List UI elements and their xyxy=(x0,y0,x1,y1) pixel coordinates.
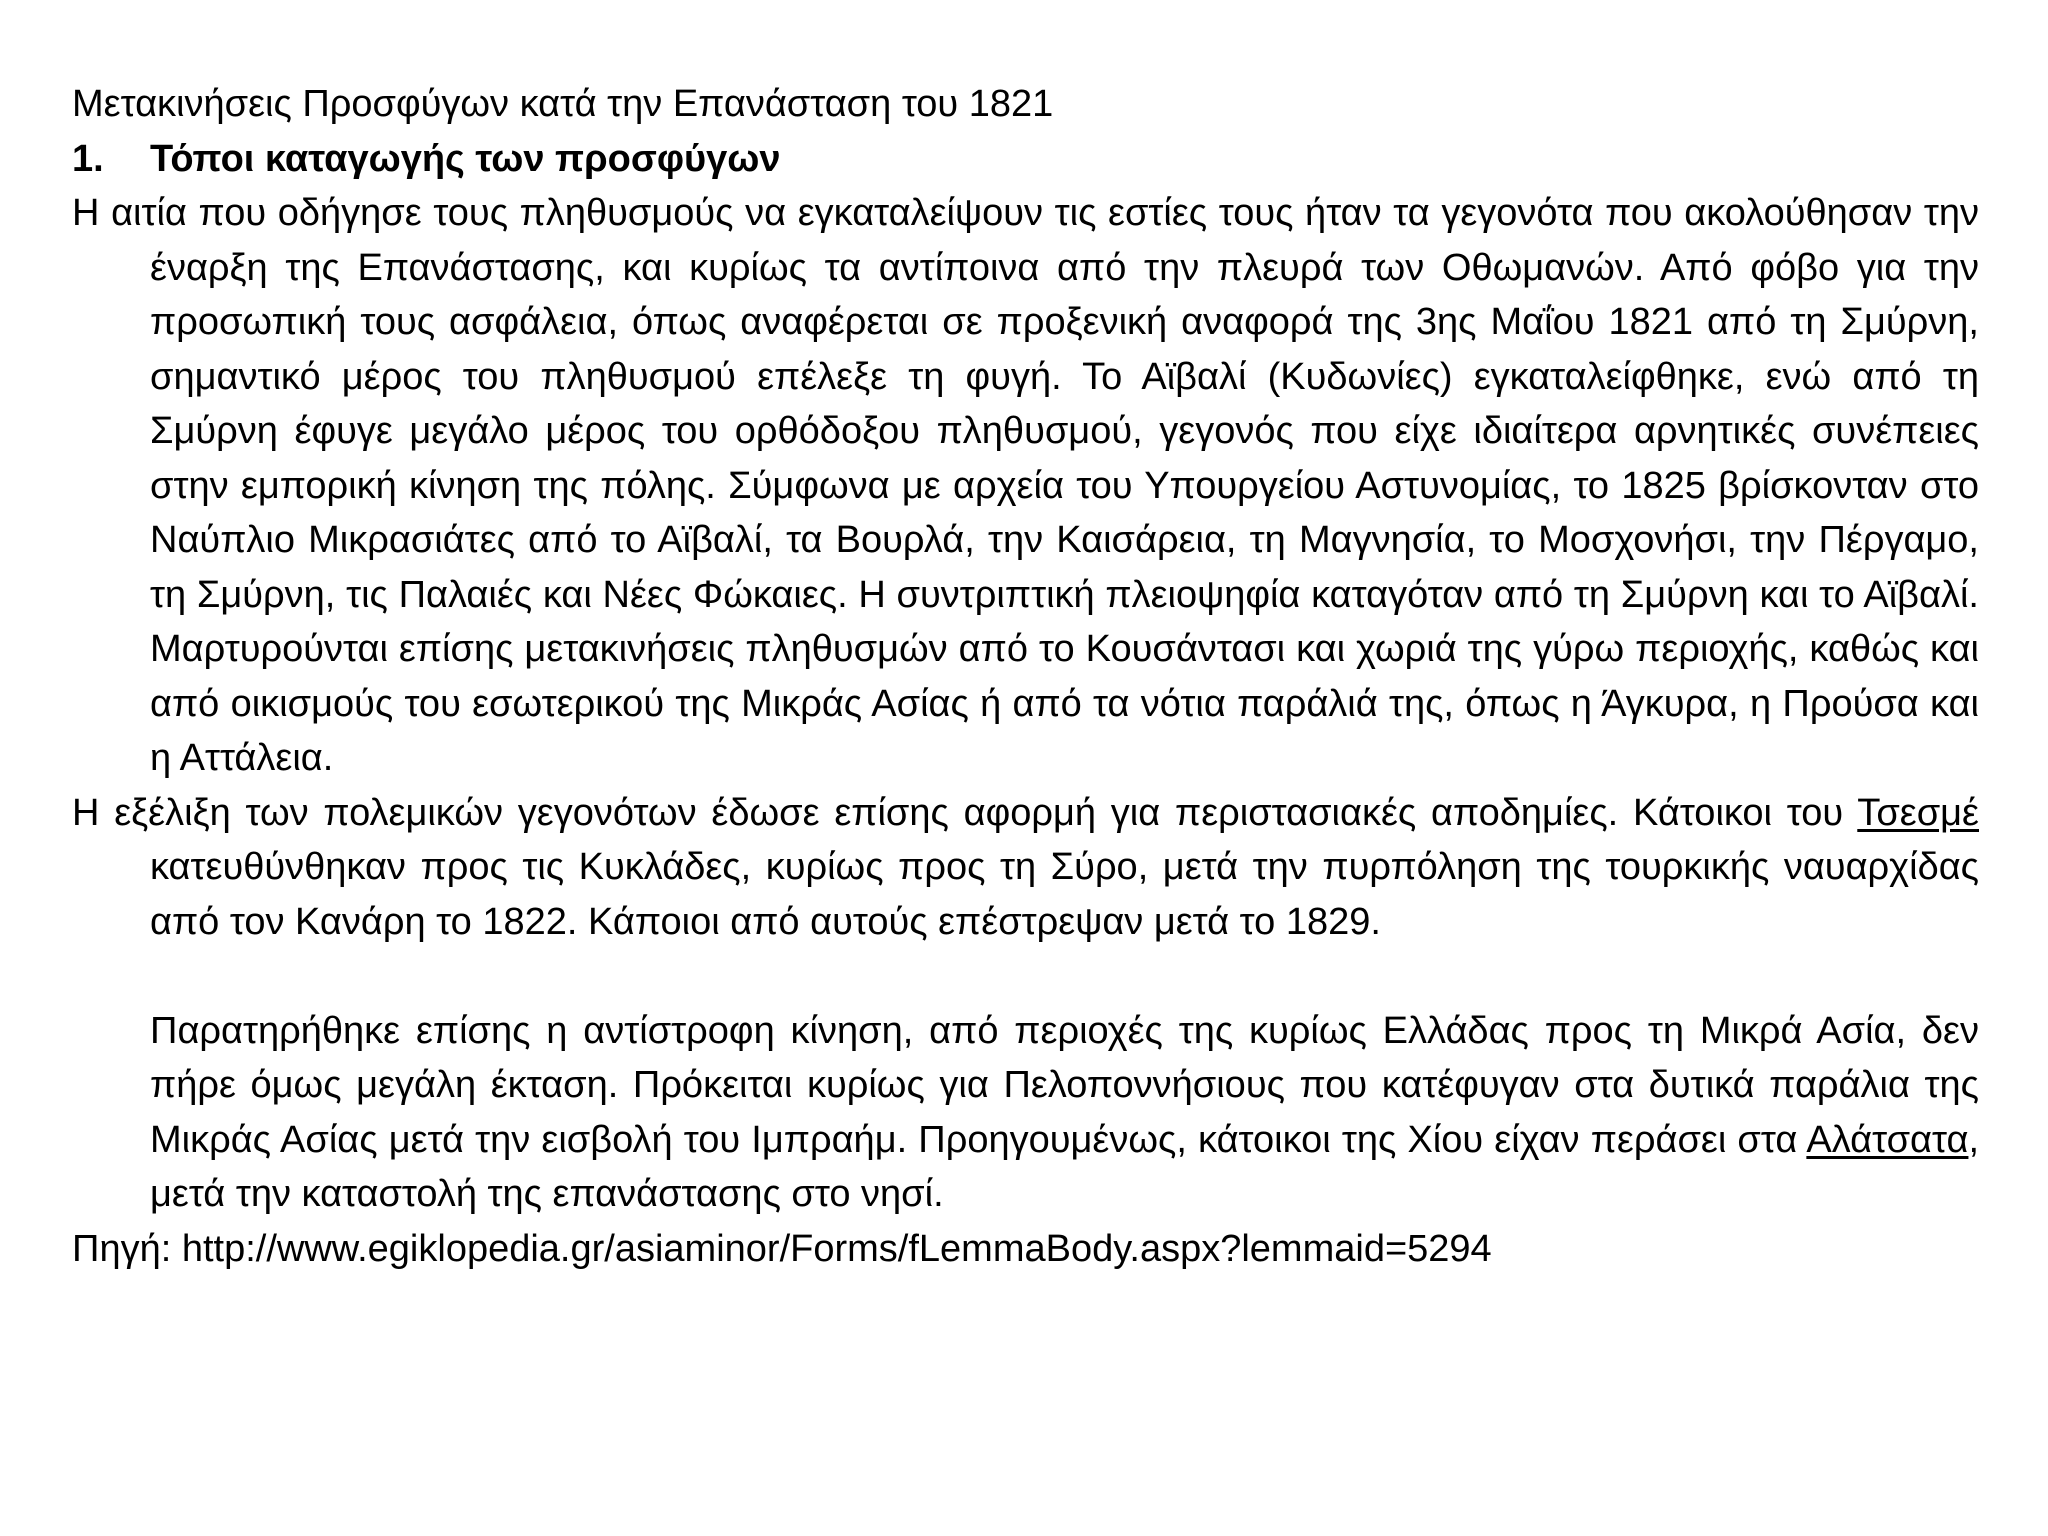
paragraph-migrations-text-before: Η εξέλιξη των πολεμικών γεγονότων έδωσε επίσης αφορμή για περιστασιακές αποδημίες. Κάτοικοι του xyxy=(72,791,1858,834)
paragraph-origins: Η αιτία που οδήγησε τους πληθυσμούς να εγκαταλείψουν τις εστίες τους ήταν τα γεγονότα που ακολούθησαν την έναρξη της Επανάστασης, και κυρίως τα αντίποινα από την πλευρά των Οθωμανών. Από φόβο για την προσωπική τους ασφάλεια, όπως αναφέρεται σε προξενική αναφορά της 3ης Μαΐου 1821 από τη Σμύρνη, σημαντικό μέρος του πληθυσμού επέλεξε τη φυγή. Το Αϊβαλί (Κυδωνίες) εγκαταλείφθηκε, ενώ από τη Σμύρνη έφυγε μεγάλο μέρος του ορθόδοξου πληθυσμού, γεγονός που είχε ιδιαίτερα αρνητικές συνέπειες στην εμπορική κίνηση της πόλης. Σύμφωνα με αρχεία του Υπουργείου Αστυνομίας, το 1825 βρίσκονταν στο Ναύπλιο Μικρασιάτες από το Αϊβαλί, τα Βουρλά, την Καισάρεια, τη Μαγνησία, το Μοσχονήσι, την Πέργαμο, τη Σμύρνη, τις Παλαιές και Νέες Φώκαιες. Η συντριπτική πλειοψηφία καταγόταν από τη Σμύρνη και το Αϊβαλί. Μαρτυρούνται επίσης μετακινήσεις πληθυσμών από το Κουσάντασι και χωριά της γύρω περιοχής, καθώς και από οικισμούς του εσωτερικού της Μικράς Ασίας ή από τα νότια παράλιά της, όπως η Άγκυρα, η Προύσα και η Αττάλεια. xyxy=(72,192,1979,779)
paragraph-reverse-text-after: , μετά την καταστολή της επανάστασης στο νησί. xyxy=(150,1118,1979,1215)
link-alatsata[interactable]: Αλάτσατα xyxy=(1806,1118,1969,1161)
section-heading-text: Τόποι καταγωγής των προσφύγων xyxy=(150,137,781,180)
blank-line xyxy=(72,949,1979,1004)
section-number: 1. xyxy=(72,137,104,180)
section-heading xyxy=(72,132,1979,187)
link-tsesme[interactable]: Τσεσμέ xyxy=(1857,791,1979,834)
page-title: Μετακινήσεις Προσφύγων κατά την Επανάσταση του 1821 xyxy=(72,83,1054,125)
paragraph-reverse-text-before: Παρατηρήθηκε επίσης η αντίστροφη κίνηση, από περιοχές της κυρίως Ελλάδας προς τη Μικρά Ασία, δεν πήρε όμως μεγάλη έκταση. Πρόκειται κυρίως για Πελοποννήσιους που κατέφυγαν στα δυτικά παράλια της Μικράς Ασίας μετά την εισβολή του Ιμπραήμ. Προηγουμένως, κάτοικοι της Χίου είχαν περάσει στα xyxy=(150,1009,1979,1161)
paragraph-migrations-text-after: κατευθύνθηκαν προς τις Κυκλάδες, κυρίως προς τη Σύρο, μετά την πυρπόληση της τουρκικής ναυαρχίδας από τον Κανάρη το 1822. Κάποιοι από αυτούς επέστρεψαν μετά το 1829. xyxy=(150,846,1979,943)
paragraph-reverse-movement xyxy=(72,1004,1979,1222)
paragraph-migrations xyxy=(72,786,1979,950)
source-line: Πηγή: http://www.egiklopedia.gr/asiaminor/Forms/fLemmaBody.aspx?lemmaid=5294 xyxy=(72,1227,1492,1270)
